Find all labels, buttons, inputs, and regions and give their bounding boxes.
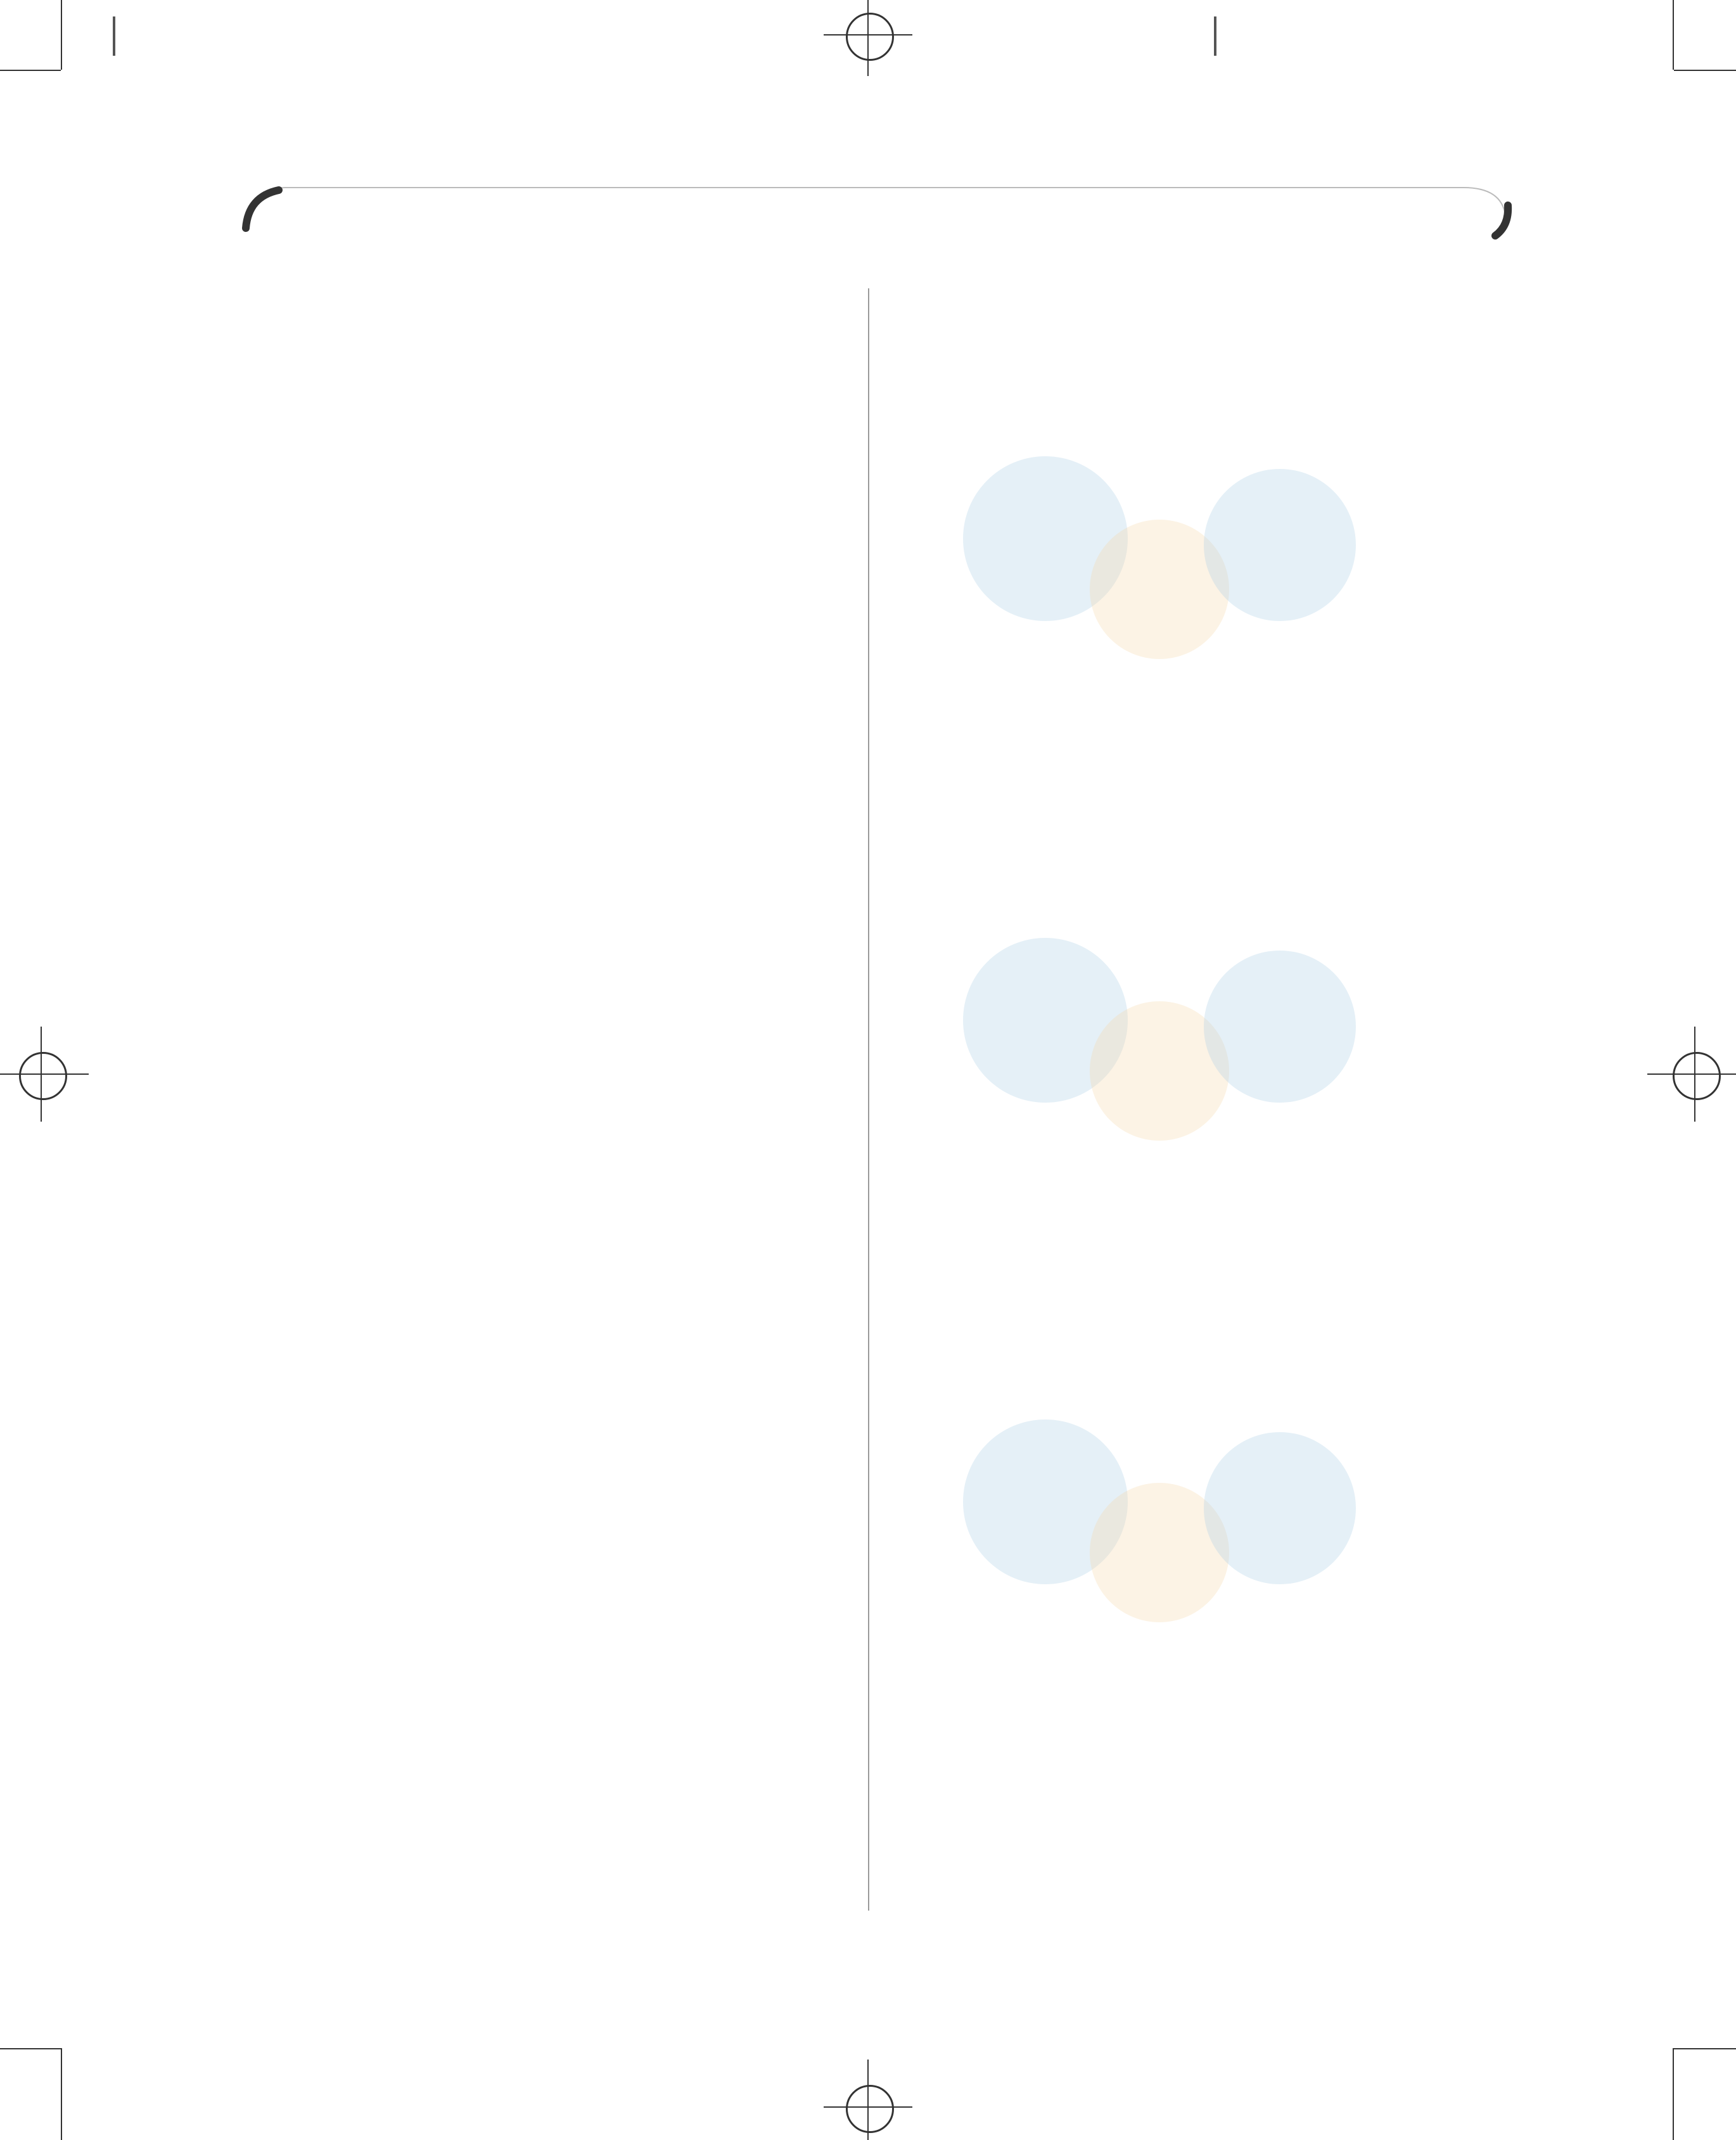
column-divider: [868, 288, 869, 1911]
crop-mark: [1673, 0, 1674, 70]
watermark-circle: [1204, 1432, 1356, 1584]
watermark-circle: [1204, 469, 1356, 621]
crop-mark: [1674, 2048, 1736, 2049]
crop-mark: [0, 2048, 61, 2049]
header-rule: [241, 177, 1521, 247]
registration-line: [824, 34, 912, 35]
grayscale-bar: [113, 16, 115, 56]
registration-mark: [19, 1052, 67, 1100]
crop-mark: [1674, 70, 1736, 71]
crop-mark: [0, 70, 61, 71]
color-bar: [1214, 16, 1216, 56]
registration-line: [867, 0, 869, 76]
watermark-circle: [1204, 951, 1356, 1103]
registration-line: [41, 1027, 42, 1122]
registration-line: [867, 2060, 869, 2140]
crop-mark: [1673, 2048, 1674, 2140]
registration-mark: [846, 13, 894, 61]
registration-line: [1647, 1073, 1736, 1075]
registration-mark: [1673, 1052, 1721, 1100]
crop-mark: [61, 0, 62, 70]
registration-line: [0, 1073, 89, 1075]
registration-line: [824, 2106, 912, 2108]
crop-mark: [61, 2048, 62, 2140]
registration-line: [1694, 1027, 1695, 1122]
registration-mark: [846, 2085, 894, 2133]
